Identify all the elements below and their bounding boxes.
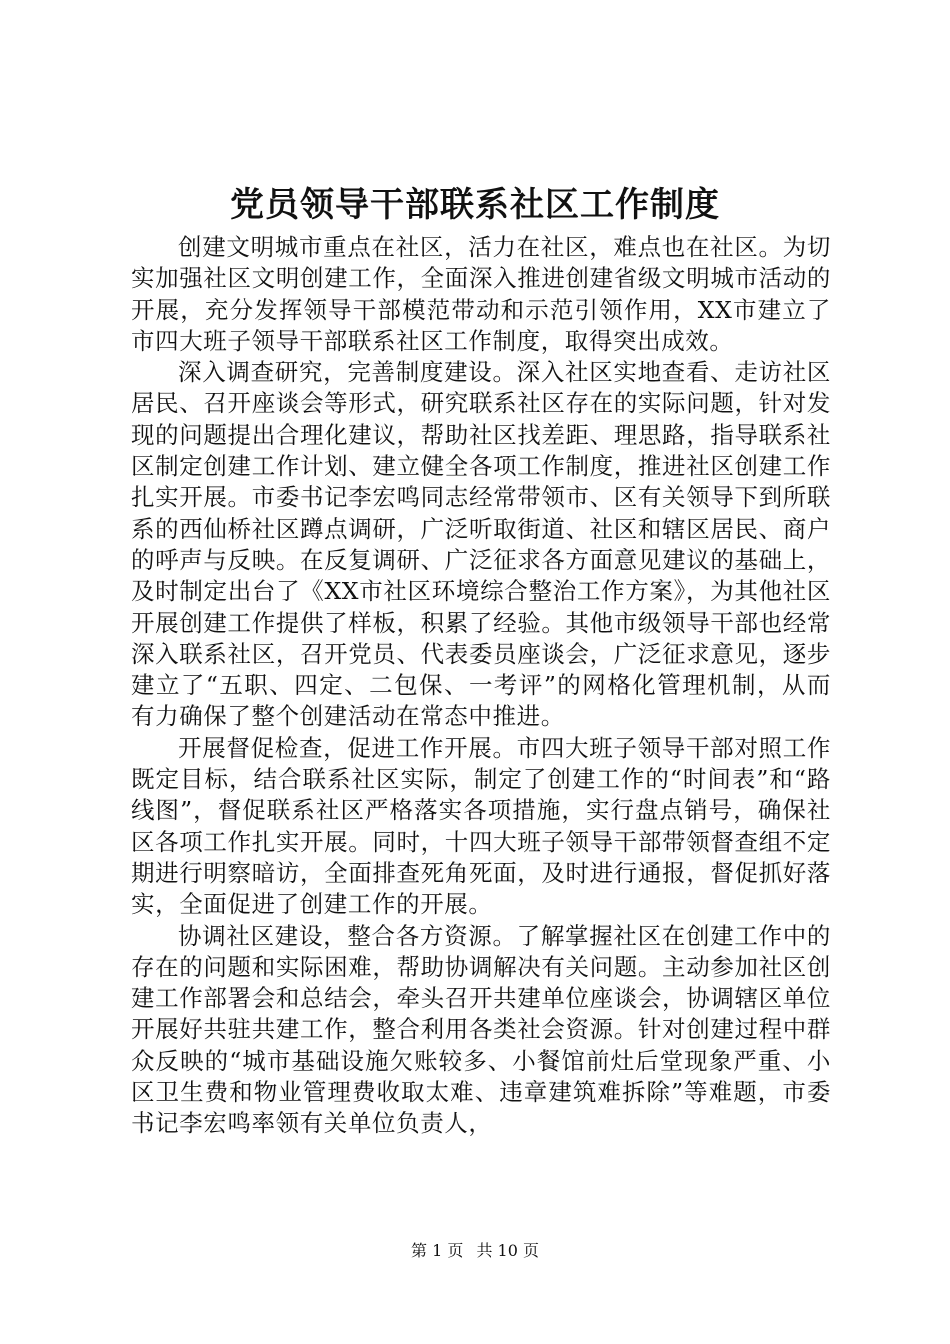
page-number: 第 1 页 bbox=[411, 1241, 464, 1260]
paragraph-supervision: 开展督促检查，促进工作开展。市四大班子领导干部对照工作既定目标，结合联系社区实际，制定了创建工作的“时间表”和“路线图”，督促联系社区严格落实各项措施，实行盘点销号，确保社区各项工作扎实开展。同时，十四大班子领导干部带领督查组不定期进行明察暗访，全面排查死角死面，及时进行通报，督促抓好落实，全面促进了创建工作的开展。 bbox=[131, 733, 831, 919]
page-footer bbox=[0, 1241, 950, 1261]
document-body bbox=[131, 232, 831, 1140]
paragraph-research: 深入调查研究，完善制度建设。深入社区实地查看、走访社区居民、召开座谈会等形式，研究联系社区存在的实际问题，针对发现的问题提出合理化建议，帮助社区找差距、理思路，指导联系社区制定创建工作计划、建立健全各项工作制度，推进社区创建工作扎实开展。市委书记李宏鸣同志经常带领市、区有关领导下到所联系的西仙桥社区蹲点调研，广泛听取街道、社区和辖区居民、商户的呼声与反映。在反复调研、广泛征求各方面意见建议的基础上，及时制定出台了《XX市社区环境综合整治工作方案》，为其他社区开展创建工作提供了样板，积累了经验。其他市级领导干部也经常深入联系社区，召开党员、代表委员座谈会，广泛征求意见，逐步建立了“五职、四定、二包保、一考评”的网格化管理机制，从而有力确保了整个创建活动在常态中推进。 bbox=[131, 358, 831, 731]
page-total: 共 10 页 bbox=[476, 1241, 539, 1260]
paragraph-intro: 创建文明城市重点在社区，活力在社区，难点也在社区。为切实加强社区文明创建工作，全面深入推进创建省级文明城市活动的开展，充分发挥领导干部模范带动和示范引领作用，XX市建立了市四大班子领导干部联系社区工作制度，取得突出成效。 bbox=[131, 233, 831, 355]
page-title: 党员领导干部联系社区工作制度 bbox=[230, 185, 720, 225]
paragraph-coordination: 协调社区建设，整合各方资源。了解掌握社区在创建工作中的存在的问题和实际困难，帮助协调解决有关问题。主动参加社区创建工作部署会和总结会，牵头召开共建单位座谈会，协调辖区单位开展好共驻共建工作，整合利用各类社会资源。针对创建过程中群众反映的“城市基础设施欠账较多、小餐馆前灶后堂现象严重、小区卫生费和物业管理费收取太难、违章建筑难拆除”等难题，市委书记李宏鸣率领有关单位负责人， bbox=[131, 921, 831, 1138]
